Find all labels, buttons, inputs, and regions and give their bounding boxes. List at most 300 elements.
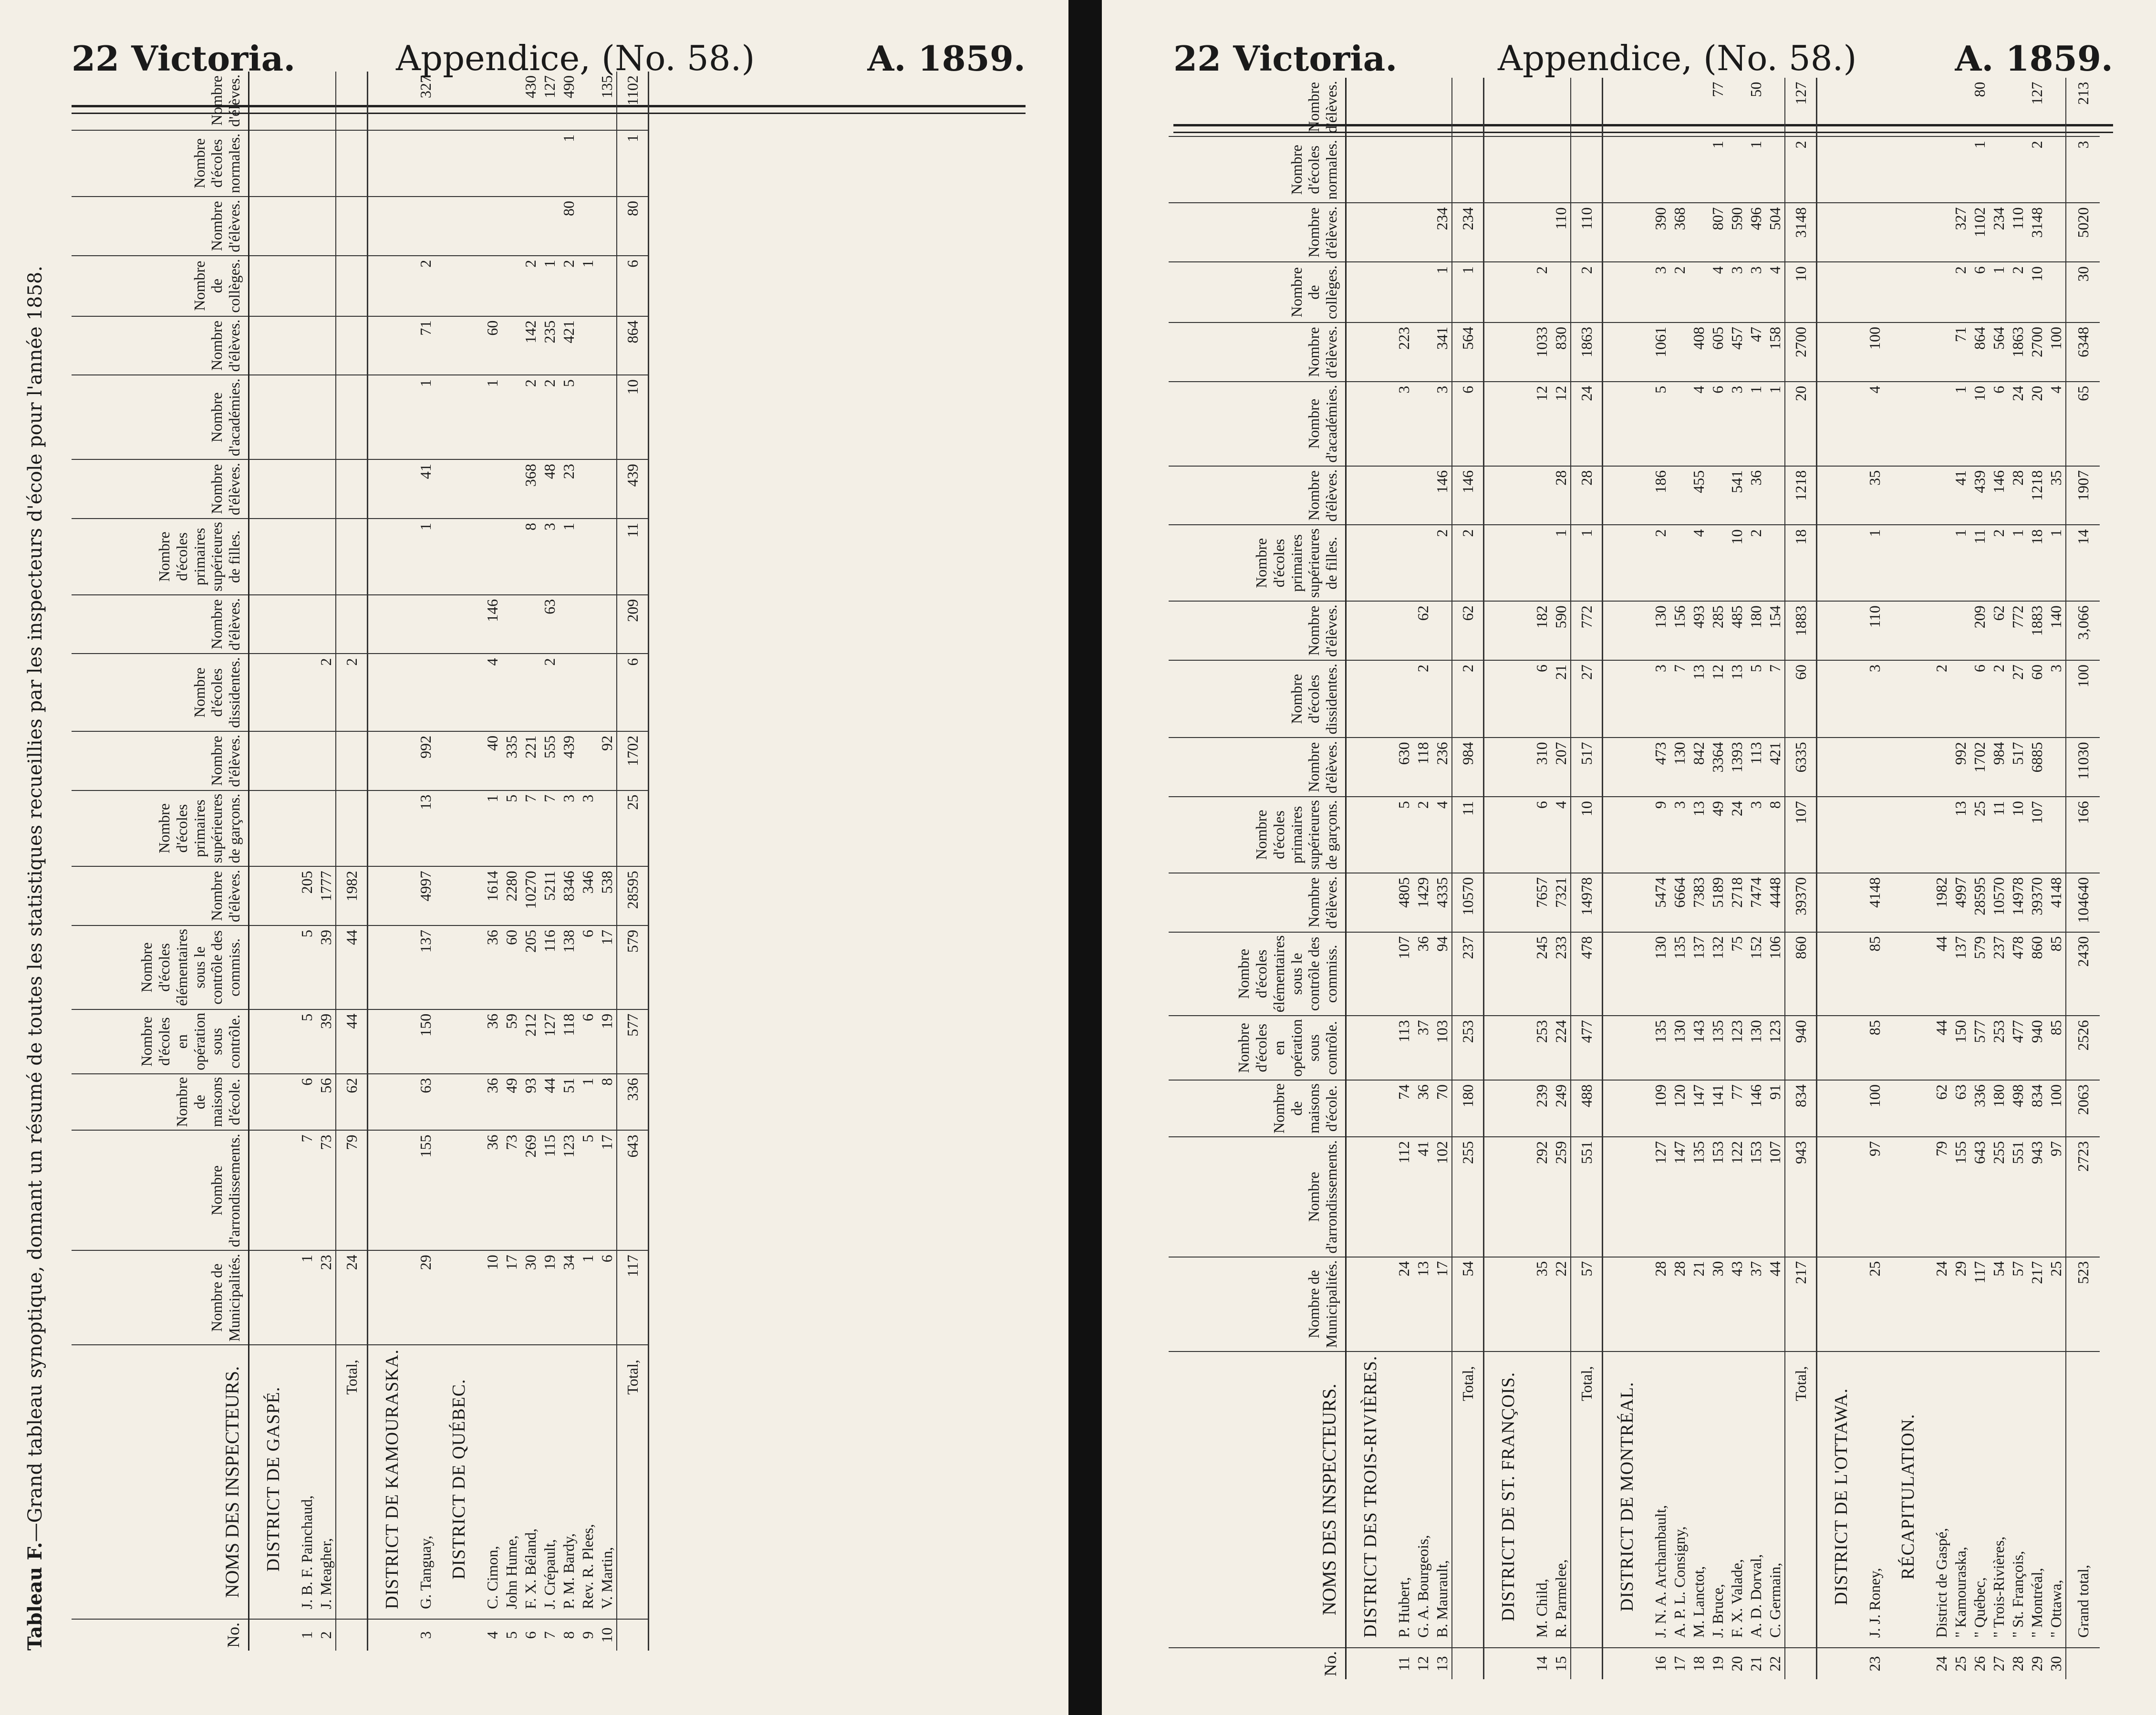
value-cell: 62 — [1989, 601, 2008, 660]
total-value-cell: 1 — [617, 130, 649, 197]
value-cell: 123 — [559, 1130, 578, 1250]
value-cell: 1 — [1432, 262, 1452, 322]
value-cell — [1932, 601, 1951, 660]
column-header — [1169, 660, 1346, 738]
row-number: 16 — [1651, 1656, 1669, 1672]
total-value-cell: 217 — [1785, 1257, 1817, 1351]
value-cell — [1932, 466, 1951, 525]
value-cell: 17 — [597, 1130, 617, 1250]
value-cell: 13 — [1951, 797, 1970, 873]
value-cell: 130 — [1670, 738, 1689, 797]
value-cell — [559, 595, 578, 654]
row-number: 13 — [1433, 1656, 1451, 1672]
value-cell: 100 — [1865, 1080, 1884, 1137]
empty-cell — [1817, 322, 1866, 382]
value-cell: 3 — [1432, 382, 1452, 466]
value-cell: 60 — [483, 316, 502, 375]
total-value-cell: 579 — [617, 925, 649, 1009]
total-value-cell: 2 — [1785, 136, 1817, 203]
value-cell: 13 — [1727, 660, 1746, 738]
value-cell: 7 — [540, 790, 559, 867]
column-header — [1169, 78, 1346, 136]
inspector-name: G. Tanguay, — [416, 1345, 435, 1619]
row-number-cell — [617, 1619, 649, 1651]
value-cell: 36 — [483, 1130, 502, 1250]
inspector-name: J. Meagher, — [316, 1345, 336, 1619]
value-cell: 85 — [2046, 932, 2066, 1016]
value-cell: 62 — [1413, 601, 1432, 660]
total-value-cell — [336, 316, 368, 375]
value-cell: 118 — [559, 1009, 578, 1074]
value-cell: 538 — [597, 866, 617, 925]
total-value-cell: 110 — [1571, 203, 1603, 262]
value-cell: 223 — [1394, 322, 1413, 382]
value-cell: 253 — [1532, 1016, 1551, 1080]
value-cell: 4997 — [1951, 873, 1970, 932]
total-value-cell: 2 — [1452, 525, 1484, 602]
total-value-cell: 11030 — [2066, 738, 2100, 797]
value-cell: 50 — [1746, 78, 1765, 136]
total-row — [1452, 78, 1484, 1679]
total-value-cell: 30 — [2066, 262, 2100, 322]
value-cell: 19 — [540, 1250, 559, 1345]
value-cell — [578, 72, 597, 130]
column-header-label: Nombre d'élèves. — [208, 319, 243, 372]
value-cell: 477 — [2008, 1016, 2027, 1080]
empty-cell — [1603, 78, 1651, 136]
value-cell: 24 — [2008, 382, 2027, 466]
column-header-label: Nombre d'écoles dissidentes. — [1287, 663, 1340, 735]
empty-cell — [1484, 873, 1533, 932]
inspector-name: P. Hubert, — [1394, 1351, 1413, 1648]
value-cell — [1670, 466, 1689, 525]
table-row — [540, 72, 559, 1651]
value-cell: 100 — [1865, 322, 1884, 382]
empty-cell — [368, 731, 416, 790]
value-cell: 940 — [2027, 1016, 2046, 1080]
value-cell — [1689, 136, 1708, 203]
empty-cell — [1884, 78, 1932, 136]
statistics-table-left — [72, 72, 649, 1651]
value-cell: 3 — [1651, 262, 1670, 322]
value-cell — [521, 654, 540, 731]
value-cell — [578, 375, 597, 459]
empty-cell — [1346, 1137, 1395, 1257]
value-cell — [1551, 78, 1571, 136]
value-cell: 113 — [1394, 1016, 1413, 1080]
value-cell: 85 — [2046, 1016, 2066, 1080]
empty-cell — [1484, 136, 1533, 203]
empty-cell — [1603, 1016, 1651, 1080]
value-cell: 772 — [2008, 601, 2027, 660]
total-value-cell — [1452, 136, 1484, 203]
value-cell: 4997 — [416, 866, 435, 925]
value-cell: 7 — [1765, 660, 1785, 738]
value-cell — [316, 790, 336, 867]
value-cell: 2 — [1989, 525, 2008, 602]
row-number-cell — [1452, 1648, 1484, 1679]
value-cell: 11 — [1989, 797, 2008, 873]
value-cell: 541 — [1727, 466, 1746, 525]
value-cell: 41 — [1413, 1137, 1432, 1257]
value-cell: 44 — [1932, 932, 1951, 1016]
empty-cell — [249, 1009, 298, 1074]
value-cell — [1765, 136, 1785, 203]
empty-cell — [368, 654, 416, 731]
value-cell: 7 — [1670, 660, 1689, 738]
column-header-label: Nombre d'élèves. — [1305, 206, 1340, 259]
value-cell: 430 — [521, 72, 540, 130]
value-cell: 7 — [521, 790, 540, 867]
value-cell: 1 — [1989, 262, 2008, 322]
value-cell: 2 — [1432, 525, 1452, 602]
value-cell: 154 — [1765, 601, 1785, 660]
inspector-name: R. Parmelee, — [1551, 1351, 1571, 1648]
value-cell: 590 — [1727, 203, 1746, 262]
empty-cell — [1817, 1137, 1866, 1257]
value-cell: 112 — [1394, 1137, 1413, 1257]
row-number: 9 — [579, 1631, 596, 1639]
value-cell: 48 — [540, 459, 559, 519]
value-cell: 285 — [1708, 601, 1727, 660]
total-value-cell — [336, 519, 368, 595]
total-value-cell: 54 — [1452, 1257, 1484, 1351]
value-cell: 6885 — [2027, 738, 2046, 797]
value-cell: 864 — [1970, 322, 1989, 382]
empty-cell — [435, 790, 483, 867]
empty-cell — [1603, 262, 1651, 322]
empty-cell — [1484, 466, 1533, 525]
total-value-cell: 127 — [1785, 78, 1817, 136]
value-cell: 236 — [1432, 738, 1452, 797]
table-row — [483, 72, 502, 1651]
row-number: 14 — [1533, 1656, 1550, 1672]
value-cell: 517 — [2008, 738, 2027, 797]
value-cell: 4448 — [1765, 873, 1785, 932]
empty-cell — [368, 1009, 416, 1074]
empty-cell — [1603, 797, 1651, 873]
inspector-name: B. Maurault, — [1432, 1351, 1452, 1648]
total-value-cell: 80 — [617, 197, 649, 256]
total-value-cell: 79 — [336, 1130, 368, 1250]
table-row — [1551, 78, 1571, 1679]
value-cell: 41 — [416, 459, 435, 519]
empty-cell — [368, 197, 416, 256]
empty-cell — [1817, 262, 1866, 322]
value-cell: 234 — [1432, 203, 1452, 262]
empty-cell — [368, 256, 416, 316]
inspector-name: " Québec, — [1970, 1351, 1989, 1648]
value-cell: 44 — [540, 1074, 559, 1131]
empty-cell — [435, 1074, 483, 1131]
value-cell — [597, 316, 617, 375]
total-value-cell: 62 — [336, 1074, 368, 1131]
column-header — [72, 731, 249, 790]
value-cell: 577 — [1970, 1016, 1989, 1080]
column-header — [72, 316, 249, 375]
empty-cell — [1817, 932, 1866, 1016]
inspector-name: J. Crépault, — [540, 1345, 559, 1619]
value-cell — [2008, 136, 2027, 203]
value-cell: 421 — [559, 316, 578, 375]
value-cell: 346 — [578, 866, 597, 925]
column-header-no: No. — [72, 1619, 249, 1651]
empty-cell — [1346, 78, 1395, 136]
empty-cell — [1603, 322, 1651, 382]
table-row — [1689, 78, 1708, 1679]
value-cell: 5 — [1394, 797, 1413, 873]
value-cell: 146 — [1746, 1080, 1765, 1137]
value-cell: 110 — [1551, 203, 1571, 262]
column-header — [1169, 525, 1346, 602]
value-cell: 22 — [1551, 1257, 1571, 1351]
total-value-cell: 6 — [617, 654, 649, 731]
value-cell — [502, 316, 521, 375]
value-cell: 1 — [1765, 382, 1785, 466]
empty-cell — [1603, 136, 1651, 203]
value-cell — [1932, 136, 1951, 203]
value-cell — [483, 519, 502, 595]
inspector-name: J. N. A. Archambault, — [1651, 1351, 1670, 1648]
value-cell: 135 — [1670, 932, 1689, 1016]
column-header-label: Nombre d'écoles primaires supérieures de filles. — [1253, 528, 1340, 598]
value-cell — [2046, 262, 2066, 322]
total-value-cell: 209 — [617, 595, 649, 654]
value-cell: 123 — [1765, 1016, 1785, 1080]
value-cell — [297, 731, 316, 790]
value-cell: 103 — [1432, 1016, 1452, 1080]
total-label: Total, — [617, 1345, 649, 1619]
table-row — [502, 72, 521, 1651]
total-value-cell — [336, 731, 368, 790]
value-cell: 150 — [416, 1009, 435, 1074]
value-cell: 2 — [540, 654, 559, 731]
total-label: Total, — [1571, 1351, 1603, 1648]
value-cell: 116 — [540, 925, 559, 1009]
value-cell: 80 — [1970, 78, 1989, 136]
value-cell: 59 — [502, 1009, 521, 1074]
empty-cell — [1603, 738, 1651, 797]
value-cell: 2 — [1651, 525, 1670, 602]
value-cell: 21 — [1551, 660, 1571, 738]
value-cell: 147 — [1670, 1137, 1689, 1257]
value-cell — [597, 459, 617, 519]
value-cell: 74 — [1394, 1080, 1413, 1137]
value-cell: 54 — [1989, 1257, 2008, 1351]
empty-cell — [1346, 1016, 1395, 1080]
value-cell — [1865, 203, 1884, 262]
value-cell: 2 — [1413, 797, 1432, 873]
empty-cell — [1484, 382, 1533, 466]
value-cell: 79 — [1932, 1137, 1951, 1257]
district-heading: DISTRICT DE L'OTTAWA. — [1817, 1351, 1866, 1648]
value-cell — [597, 519, 617, 595]
value-cell: 7383 — [1689, 873, 1708, 932]
value-cell — [1865, 262, 1884, 322]
value-cell: 605 — [1708, 322, 1727, 382]
table-row — [416, 72, 435, 1651]
value-cell: 2 — [521, 375, 540, 459]
value-cell: 70 — [1432, 1080, 1452, 1137]
column-header — [1169, 466, 1346, 525]
value-cell — [1413, 322, 1432, 382]
empty-cell — [368, 459, 416, 519]
value-cell — [502, 595, 521, 654]
value-cell — [1651, 136, 1670, 203]
value-cell: 137 — [416, 925, 435, 1009]
value-cell — [1394, 136, 1413, 203]
value-cell: 10 — [483, 1250, 502, 1345]
table-body-right — [1346, 78, 2100, 1679]
value-cell — [1708, 525, 1727, 602]
value-cell — [1727, 136, 1746, 203]
value-cell — [1932, 78, 1951, 136]
empty-cell — [249, 654, 298, 731]
total-value-cell: 20 — [1785, 382, 1817, 466]
district-row — [1884, 78, 1932, 1679]
column-header — [72, 790, 249, 867]
value-cell: 8346 — [559, 866, 578, 925]
value-cell: 10270 — [521, 866, 540, 925]
column-header-label: Nombre d'élèves. — [1305, 876, 1340, 929]
value-cell: 1 — [1746, 382, 1765, 466]
value-cell: 4 — [483, 654, 502, 731]
value-cell: 118 — [1413, 738, 1432, 797]
running-head-year: A. 1859. — [867, 38, 1026, 79]
total-value-cell: 65 — [2066, 382, 2100, 466]
value-cell: 106 — [1765, 932, 1785, 1016]
total-value-cell: 1863 — [1571, 322, 1603, 382]
value-cell: 9 — [1651, 797, 1670, 873]
value-cell: 2 — [1746, 525, 1765, 602]
row-number: 11 — [1395, 1656, 1412, 1671]
value-cell: 3148 — [2027, 203, 2046, 262]
value-cell: 5 — [559, 375, 578, 459]
empty-cell — [1884, 1080, 1932, 1137]
value-cell: 1393 — [1727, 738, 1746, 797]
column-header-label: Nombre de Municipalités. — [1305, 1260, 1340, 1348]
empty-cell — [249, 316, 298, 375]
column-header — [72, 375, 249, 459]
empty-cell — [1603, 932, 1651, 1016]
empty-cell — [1603, 1137, 1651, 1257]
value-cell: 8 — [521, 519, 540, 595]
column-header-label: Nombre d'écoles en opération sous contrôle. — [138, 1012, 243, 1071]
district-row — [435, 72, 483, 1651]
empty-cell — [1817, 738, 1866, 797]
value-cell — [297, 256, 316, 316]
value-cell: 13 — [1689, 660, 1708, 738]
column-header — [72, 654, 249, 731]
empty-cell — [249, 866, 298, 925]
value-cell: 2 — [559, 256, 578, 316]
column-header — [1169, 738, 1346, 797]
value-cell — [1932, 525, 1951, 602]
empty-cell — [1346, 382, 1395, 466]
row-number: 29 — [2028, 1656, 2045, 1672]
value-cell: 1 — [1865, 525, 1884, 602]
value-cell: 12 — [1532, 382, 1551, 466]
empty-cell — [1484, 797, 1533, 873]
value-cell: 4335 — [1432, 873, 1452, 932]
value-cell: 77 — [1727, 1080, 1746, 1137]
value-cell: 39370 — [2027, 873, 2046, 932]
value-cell: 10 — [1727, 525, 1746, 602]
total-value-cell: 27 — [1571, 660, 1603, 738]
column-header-label: Nombre d'écoles normales. — [1287, 140, 1340, 200]
total-value-cell: 940 — [1785, 1016, 1817, 1080]
value-cell: 63 — [416, 1074, 435, 1131]
table-body-left — [249, 72, 649, 1651]
row-number: 19 — [1709, 1656, 1726, 1672]
row-number: 24 — [1932, 1656, 1950, 1672]
value-cell — [2046, 203, 2066, 262]
value-cell — [502, 459, 521, 519]
value-cell: 498 — [2008, 1080, 2027, 1137]
value-cell: 14978 — [2008, 873, 2027, 932]
value-cell — [1708, 466, 1727, 525]
value-cell: 408 — [1689, 322, 1708, 382]
empty-cell — [249, 595, 298, 654]
value-cell: 35 — [1865, 466, 1884, 525]
value-cell: 234 — [1989, 203, 2008, 262]
column-header-label: Nombre d'écoles en opération sous contrôle. — [1235, 1019, 1340, 1077]
table-caption — [24, 266, 46, 1651]
value-cell: 182 — [1532, 601, 1551, 660]
value-cell — [1689, 262, 1708, 322]
value-cell — [597, 375, 617, 459]
value-cell: 6 — [297, 1074, 316, 1131]
empty-cell — [1346, 1257, 1395, 1351]
total-value-cell: 551 — [1571, 1137, 1603, 1257]
value-cell: 7321 — [1551, 873, 1571, 932]
value-cell — [597, 595, 617, 654]
value-cell — [1932, 382, 1951, 466]
table-row — [297, 72, 316, 1651]
empty-cell — [435, 130, 483, 197]
row-number: 22 — [1766, 1656, 1783, 1672]
empty-cell — [435, 256, 483, 316]
row-number-cell — [1817, 1648, 1866, 1679]
value-cell — [578, 316, 597, 375]
value-cell: 992 — [416, 731, 435, 790]
column-header-label: Nombre d'élèves. — [208, 74, 243, 127]
total-value-cell: 107 — [1785, 797, 1817, 873]
district-heading: RÉCAPITULATION. — [1884, 1351, 1932, 1648]
district-heading: DISTRICT DES TROIS-RIVIÈRES. — [1346, 1351, 1395, 1648]
value-cell: 39 — [316, 1009, 336, 1074]
value-cell: 13 — [416, 790, 435, 867]
value-cell: 4 — [1708, 262, 1727, 322]
value-cell: 143 — [1689, 1016, 1708, 1080]
total-value-cell: 2 — [1452, 660, 1484, 738]
value-cell: 35 — [1532, 1257, 1551, 1351]
value-cell: 1 — [1708, 136, 1727, 203]
value-cell: 3 — [559, 790, 578, 867]
value-cell — [502, 197, 521, 256]
empty-cell — [1484, 78, 1533, 136]
row-number: 8 — [560, 1631, 577, 1639]
value-cell: 5 — [297, 925, 316, 1009]
header-row — [1169, 78, 1346, 1679]
column-header — [1169, 1080, 1346, 1137]
value-cell: 390 — [1651, 203, 1670, 262]
total-value-cell: 24 — [1571, 382, 1603, 466]
empty-cell — [1884, 203, 1932, 262]
empty-cell — [368, 1250, 416, 1345]
empty-cell — [435, 1130, 483, 1250]
column-header — [72, 256, 249, 316]
